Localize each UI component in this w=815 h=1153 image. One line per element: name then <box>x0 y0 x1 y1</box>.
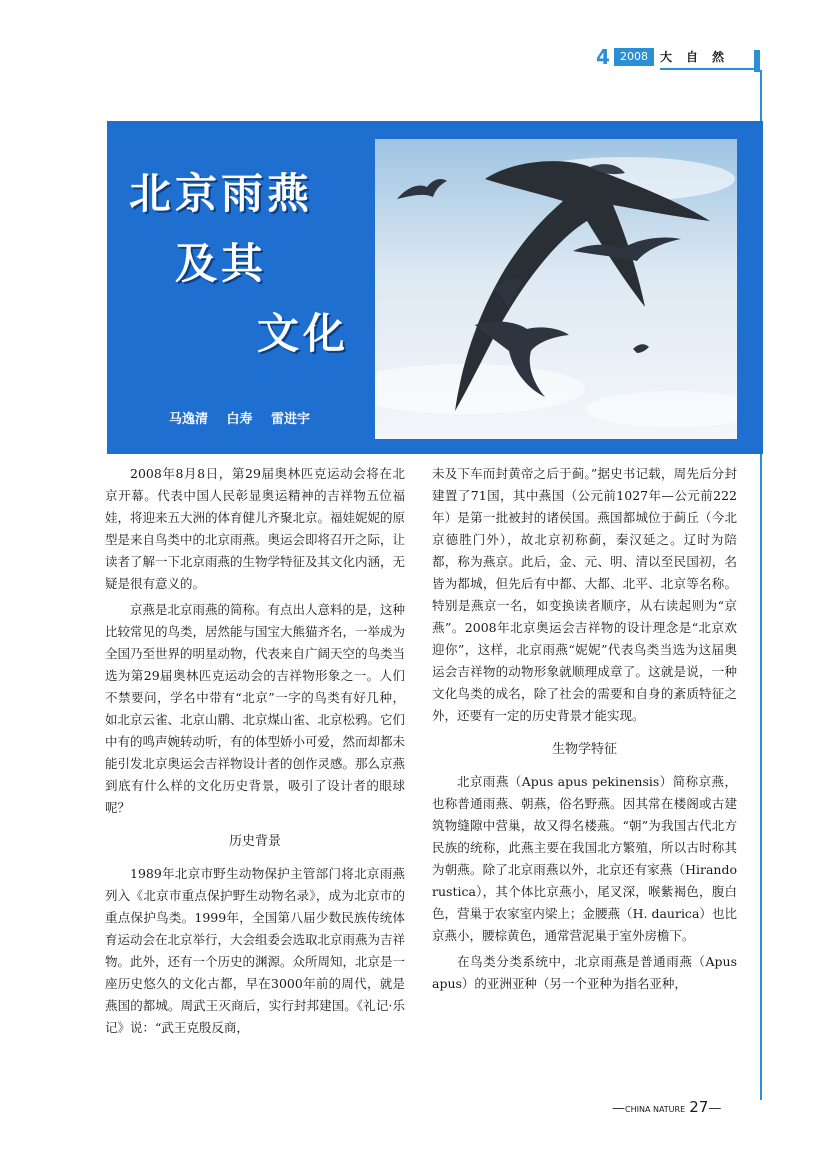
title-banner <box>107 121 763 454</box>
swifts-drawing <box>375 139 737 439</box>
header-rule <box>660 68 754 70</box>
authors: 马逸清 白寿 雷进宇 <box>169 412 311 427</box>
header-accent-bar <box>754 50 760 72</box>
paragraph: 2008年8月8日，第29届奥林匹克运动会将在北京开幕。代表中国人民彰显奥运精神的吉祥物五位福娃，将迎来五大洲的体育健儿齐聚北京。福娃妮妮的原型是来自鸟类中的北京雨燕。奥运会即将召开之际，让读者了解一下北京雨燕的生物学特征及其文化内涵，无疑是很有意义的。 <box>105 466 406 591</box>
text-column-left <box>105 463 405 1043</box>
text-column-right <box>432 463 737 999</box>
section-heading-biology: 生物学特征 <box>551 742 617 757</box>
paragraph: 京燕是北京雨燕的简称。有点出人意料的是，这种比较常见的鸟类，居然能与国宝大熊猫齐名，一举成为全国乃至世界的明星动物，代表来自广阔天空的鸟类当选为第29届奥林匹克运动会的吉祥物形象之一。人们不禁要问，学名中带有“北京”一字的鸟类有好几种，如北京云雀、北京山鹛、北京煤山雀、北京松鸦。它们中有的鸣声婉转动听，有的体型娇小可爱，然而却都未能引发北京奥运会吉祥物设计者的创作灵感。那么京燕到底有什么样的文化历史背景，吸引了设计者的眼球呢？ <box>105 602 406 815</box>
title-line-2: 及其 <box>175 239 268 288</box>
title-line-1: 北京雨燕 <box>129 169 314 218</box>
paragraph: 1989年北京市野生动物保护主管部门将北京雨燕列入《北京市重点保护野生动物名录》，成为北京市的重点保护鸟类。1999年，全国第八届少数民族传统体育运动会在北京举行，大会组委会选取北京雨燕为吉祥物。此外，还有一个历史的渊源。众所周知，北京是一座历史悠久的文化古都，早在3000年前的周代，就是燕国的都城。周武王灭商后，实行封邦建国。《礼记·乐记》说：“武王克殷反商， <box>105 866 406 1035</box>
magazine-name: 大自然 <box>660 50 739 64</box>
issue-year-badge: 2008 <box>614 48 654 66</box>
paragraph: 北京雨燕（Apus apus pekinensis）简称京燕，也称普通雨燕、朝燕，俗名野燕。因其常在楼阁或古建筑物缝隙中营巢，故又得名楼燕。“朝”为我国古代北方民族的统称，此燕主要在我国北方繁殖，所以古时称其为朝燕。除了北京雨燕以外，北京还有家燕（Hirando rustica），其个体比京燕小，尾叉深，喉紫褐色，腹白色，营巢于农家室内梁上；金腰燕（H. daurica）也比京燕小，腰棕黄色，通常营泥巢于室外房檐下。 <box>432 774 737 943</box>
issue-number: 4 <box>596 45 610 69</box>
paragraph: 在鸟类分类系统中，北京雨燕是普通雨燕（Apus apus）的亚洲亚种（另一个亚种为指名亚种， <box>432 954 737 991</box>
footer-magazine: CHINA NATURE <box>625 1105 686 1114</box>
page-footer: —CHINA NATURE 27— <box>612 1098 722 1116</box>
page-number: 27 <box>689 1098 709 1116</box>
swift-illustration <box>375 139 737 439</box>
title-line-3: 文化 <box>257 309 350 358</box>
paragraph: 未及下车而封黄帝之后于蓟。”据史书记载，周先后分封建置了71国，其中燕国（公元前1027年—公元前222年）是第一批被封的诸侯国。燕国都城位于蓟丘（今北京德胜门外），故北京初称蓟，秦汉延之。辽时为陪都，称为燕京。此后，金、元、明、清以至民国初，名皆为都城，但先后有中都、大都、北平、北京等名称。特别是燕京一名，如变换读者顺序，从右读起则为“京燕”。2008年北京奥运会吉祥物的设计理念是“北京欢迎你”，这样，北京雨燕“妮妮”代表鸟类当选为这届奥运会吉祥物的动物形象就顺理成章了。这就是说，一种文化鸟类的成名，除了社会的需要和自身的紊质特征之外，还要有一定的历史背景才能实现。 <box>432 466 737 723</box>
running-header <box>596 44 754 70</box>
section-heading-history: 历史背景 <box>228 834 281 849</box>
